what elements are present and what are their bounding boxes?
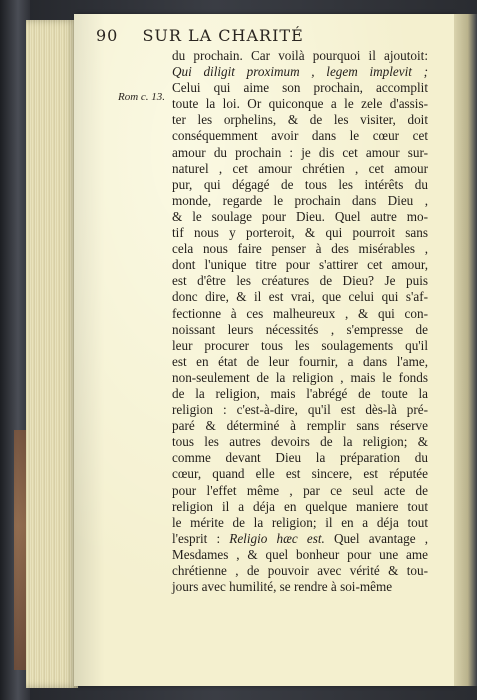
text-run: religion : c'est-à-dire, qu'il est dès-là pré-: [172, 402, 428, 418]
text-run: Quel avantage ,: [324, 530, 428, 546]
text-run: conséquemment avoir dans le cœur cet: [172, 128, 428, 144]
text-run: pur, qui dégagé de tous les intérêts du: [172, 176, 428, 192]
text-line: [172, 338, 428, 354]
text-run: donc dire, & il est vrai, que celui qui s'af-: [172, 289, 428, 305]
text-line: [172, 483, 428, 499]
text-line: [172, 48, 428, 64]
page-edges: [26, 20, 78, 688]
text-line: [172, 515, 428, 531]
facing-page-edge: [454, 14, 477, 686]
text-line: [172, 241, 428, 257]
text-run: Mesdames , & quel bonheur pour une ame: [172, 546, 428, 562]
text-run: dont l'unique titre pour s'attirer cet amour,: [172, 257, 428, 273]
text-run: naturel , cet amour chrétien , cet amour: [172, 160, 428, 176]
running-title: SUR LA CHARITÉ: [142, 26, 304, 45]
text-run: chrétienne , de pouvoir avec vérité & tou-: [172, 563, 428, 578]
text-run: jours avec humilité, se rendre à soi-même: [172, 579, 393, 595]
text-line: [172, 418, 428, 434]
text-run: religion il a déja en quelque maniere tout: [172, 498, 428, 514]
text-line: [172, 177, 428, 193]
text-line: [172, 386, 428, 402]
text-line: [172, 161, 428, 177]
text-run: le mérite de la religion; il en a déja tout: [172, 514, 428, 530]
page-header: [96, 26, 436, 45]
text-run: Qui diligit proximum , legem implevit ;: [172, 64, 428, 80]
text-line: [172, 499, 428, 515]
text-line: [172, 402, 428, 418]
text-line: [172, 128, 428, 144]
text-line: [172, 209, 428, 225]
text-run: non-seulement de la religion , mais le fonds: [172, 369, 428, 385]
text-run: est en état de leur fournir, a dans l'ame,: [172, 353, 428, 369]
text-line: [172, 354, 428, 370]
text-run: leur procurer tous les soulagements qu'il: [172, 337, 428, 353]
text-run: Celui qui aime son prochain, accomplit: [172, 80, 428, 96]
text-run: tous les autres devoirs de la religion; &: [172, 434, 428, 450]
text-line: [172, 466, 428, 482]
text-run: cela nous faire penser à des misérables ,: [172, 241, 428, 257]
text-run: amour du prochain : je dis cet amour sur-: [172, 144, 428, 160]
text-run: toute la loi. Or quiconque a le zele d'assis-: [172, 96, 428, 112]
text-line: [172, 225, 428, 241]
text-run: Religio hæc est.: [229, 530, 325, 546]
text-run: tif nous y porteroit, & qui pourroit sans: [172, 225, 428, 241]
text-run: ter les orphelins, & de les visiter, doit: [172, 112, 428, 128]
text-line: [172, 579, 428, 595]
text-line: [172, 306, 428, 322]
text-line: [172, 145, 428, 161]
text-line: [172, 370, 428, 386]
text-run: pour l'effet même , par ce seul acte de: [172, 482, 428, 498]
text-line: [172, 563, 428, 579]
text-line: [172, 96, 428, 112]
text-line: [172, 450, 428, 466]
text-run: de la religion, mais l'abrégé de toute la: [172, 385, 428, 401]
text-run: noissant leurs nécessités , s'empresse de: [172, 321, 428, 337]
text-run: fectionne à ces malheureux , & qui con-: [172, 305, 428, 321]
text-run: est d'être les créatures de Dieu? Je puis: [172, 273, 428, 289]
text-run: l'esprit :: [172, 530, 230, 546]
text-line: [172, 434, 428, 450]
text-line: [172, 112, 428, 128]
text-line: [172, 289, 428, 305]
body-text: [172, 48, 428, 595]
text-run: monde, regarde le prochain dans Dieu ,: [172, 192, 428, 208]
text-run: comme devant Dieu la préparation du: [172, 450, 428, 466]
text-line: [172, 257, 428, 273]
text-line: [172, 80, 428, 96]
text-line: [172, 273, 428, 289]
text-run: cœur, quand elle est sincere, est réputée: [172, 466, 428, 482]
text-line: [172, 531, 428, 547]
text-line: [172, 64, 428, 80]
page-number: 90: [96, 26, 119, 45]
margin-reference: Rom c. 13.: [118, 91, 166, 103]
text-line: [172, 193, 428, 209]
text-run: & le soulage pour Dieu. Quel autre mo-: [172, 208, 428, 224]
text-line: [172, 547, 428, 563]
text-run: paré & déterminé à remplir sans réserve: [172, 418, 428, 434]
text-run: du prochain. Car voilà pourquoi il ajoutoit:: [172, 48, 428, 63]
text-line: [172, 322, 428, 338]
